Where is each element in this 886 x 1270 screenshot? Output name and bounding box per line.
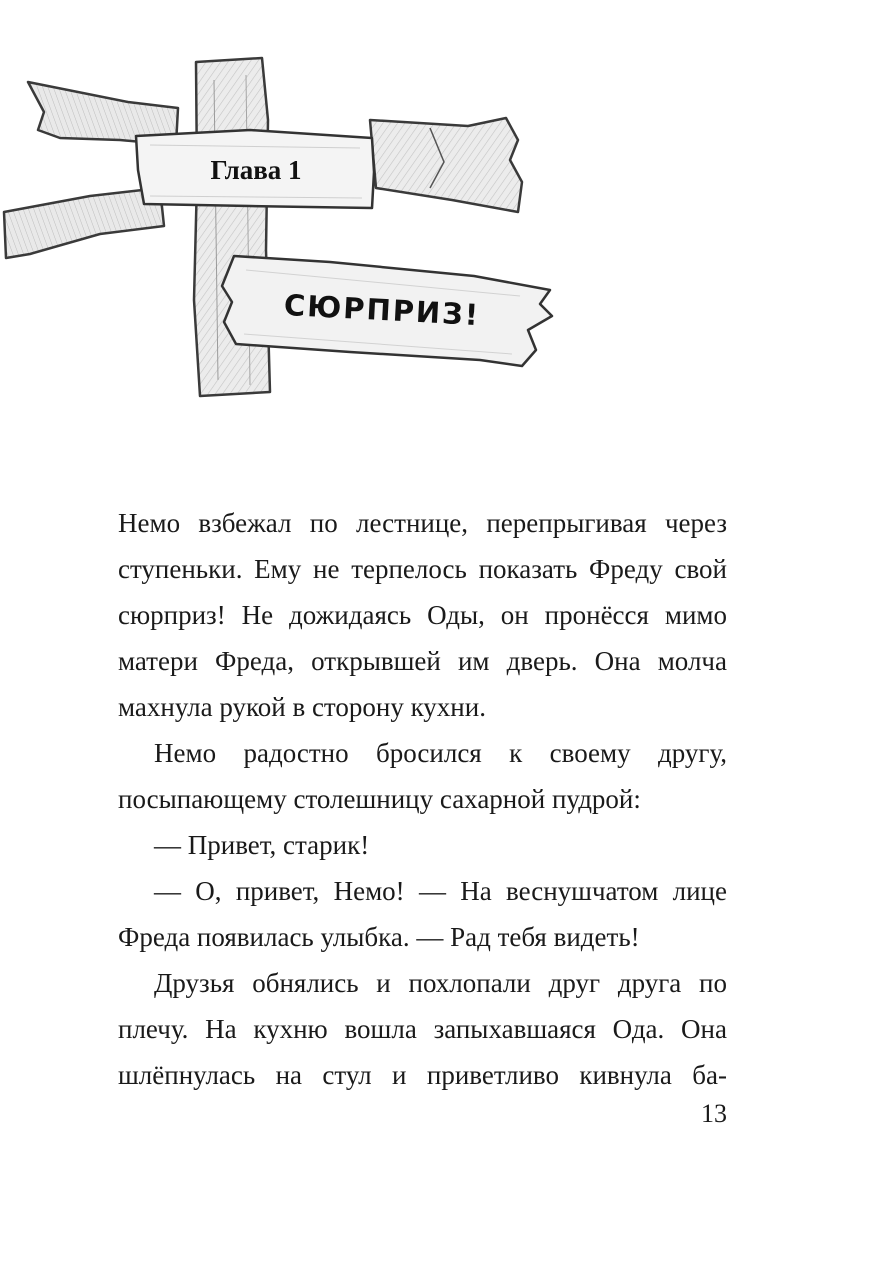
paragraph: Немо взбежал по лестнице, перепрыгивая через ступеньки. Ему не терпелось показать Фреду свой сюрприз! Не дожидаясь Оды, он пронёсся мимо матери Фреда, открывшей им дверь. Она молча махнула рукой в сторону кухни. [118, 508, 727, 722]
paragraph: Друзья обнялись и похлопали друг друга по плечу. На кухню вошла запыхавшаяся Ода. Она шлёпнулась на стул и приветливо кивнула ба- [118, 968, 727, 1090]
page-number: 13 [701, 1099, 727, 1128]
signpost-board-lower-left [4, 188, 164, 258]
paragraph: — Привет, старик! [154, 830, 370, 860]
paragraph: Немо радостно бросился к своему другу, посыпающему столешницу сахарной пудрой: [118, 738, 727, 814]
chapter-body [118, 500, 727, 1098]
paragraph: — О, привет, Немо! — На веснушчатом лице Фреда появилась улыбка. — Рад тебя видеть! [118, 876, 727, 952]
chapter-title: СЮРПРИЗ! [283, 287, 481, 333]
chapter-number: Глава 1 [210, 155, 302, 185]
signpost-board-right [370, 118, 522, 212]
signpost-illustration [0, 0, 886, 420]
